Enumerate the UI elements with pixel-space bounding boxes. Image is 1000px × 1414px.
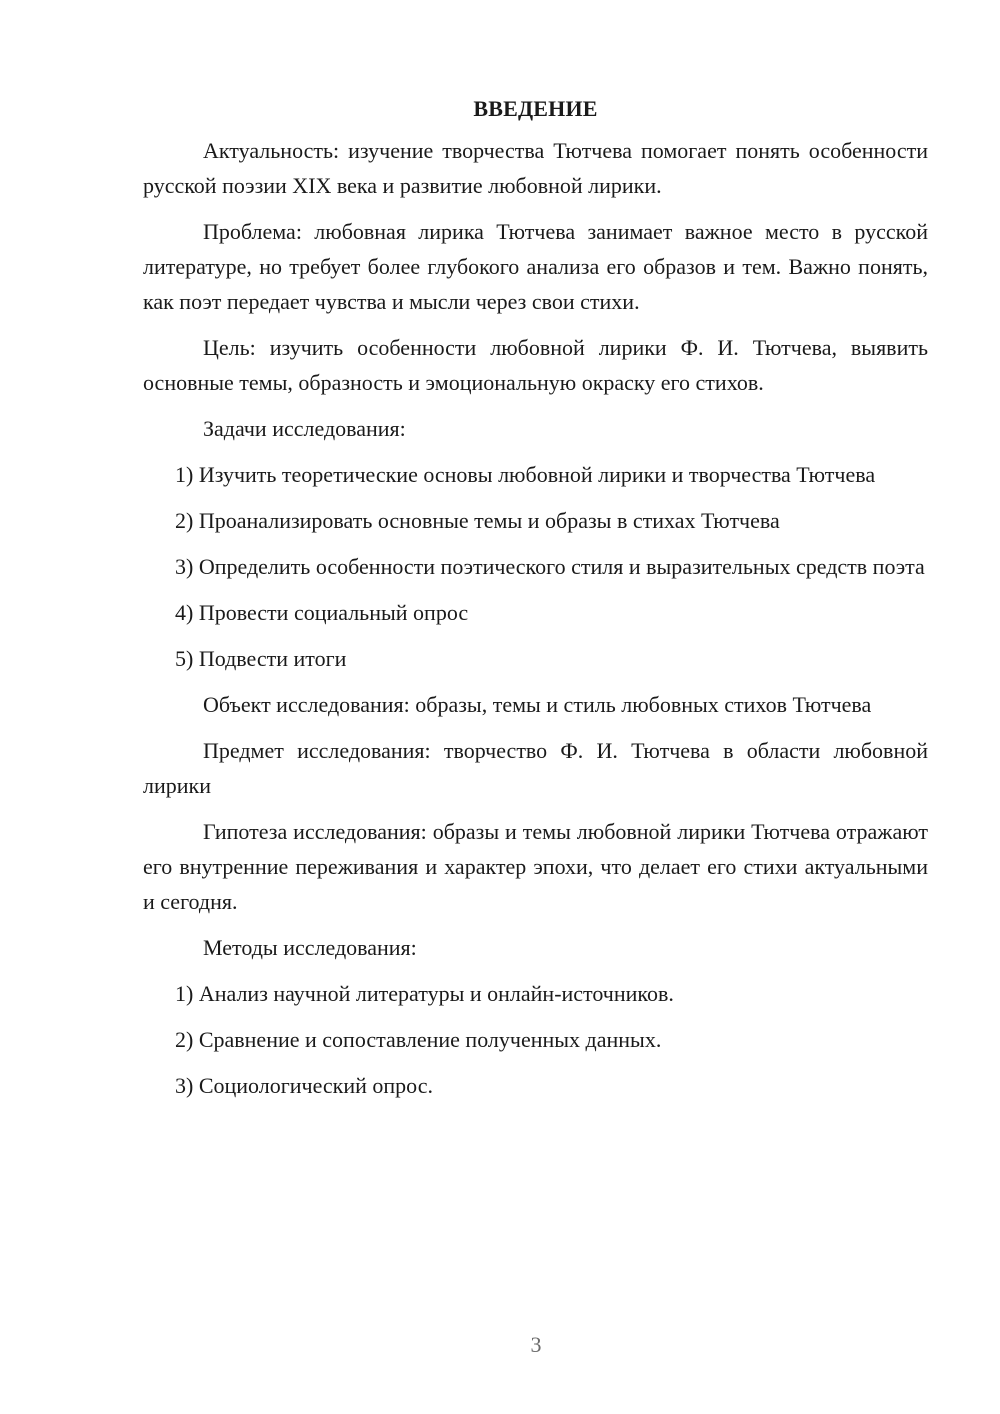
method-item-2: 2) Сравнение и сопоставление полученных данных.	[175, 1027, 662, 1052]
page-number: 3	[530, 1332, 542, 1357]
tasks-heading: Задачи исследования:	[203, 416, 406, 441]
document-page	[143, 92, 928, 1114]
object-paragraph: Объект исследования: образы, темы и стиль любовных стихов Тютчева	[203, 692, 872, 717]
subject-paragraph: Предмет исследования: творчество Ф. И. Тютчева в области любовной лирики	[143, 738, 928, 798]
problem-paragraph: Проблема: любовная лирика Тютчева занимает важное место в русской литературе, но требует более глубокого анализа его образов и тем. Важно понять, как поэт передает чувства и мысли через свои стихи.	[143, 219, 928, 314]
methods-heading: Методы исследования:	[203, 935, 417, 960]
task-item-1: 1) Изучить теоретические основы любовной лирики и творчества Тютчева	[175, 462, 876, 487]
section-title: ВВЕДЕНИЕ	[473, 96, 598, 121]
method-item-1: 1) Анализ научной литературы и онлайн-источников.	[175, 981, 674, 1006]
task-item-4: 4) Провести социальный опрос	[175, 600, 469, 625]
relevance-paragraph: Актуальность: изучение творчества Тютчева помогает понять особенности русской поэзии XIX века и развитие любовной лирики.	[143, 138, 928, 198]
task-item-2: 2) Проанализировать основные темы и образы в стихах Тютчева	[175, 508, 780, 533]
method-item-3: 3) Социологический опрос.	[175, 1073, 433, 1098]
goal-paragraph: Цель: изучить особенности любовной лирики Ф. И. Тютчева, выявить основные темы, образность и эмоциональную окраску его стихов.	[143, 335, 928, 395]
task-item-3: 3) Определить особенности поэтического стиля и выразительных средств поэта	[175, 554, 925, 579]
hypothesis-paragraph: Гипотеза исследования: образы и темы любовной лирики Тютчева отражают его внутренние переживания и характер эпохи, что делает его стихи актуальными и сегодня.	[143, 819, 928, 914]
task-item-5: 5) Подвести итоги	[175, 646, 347, 671]
